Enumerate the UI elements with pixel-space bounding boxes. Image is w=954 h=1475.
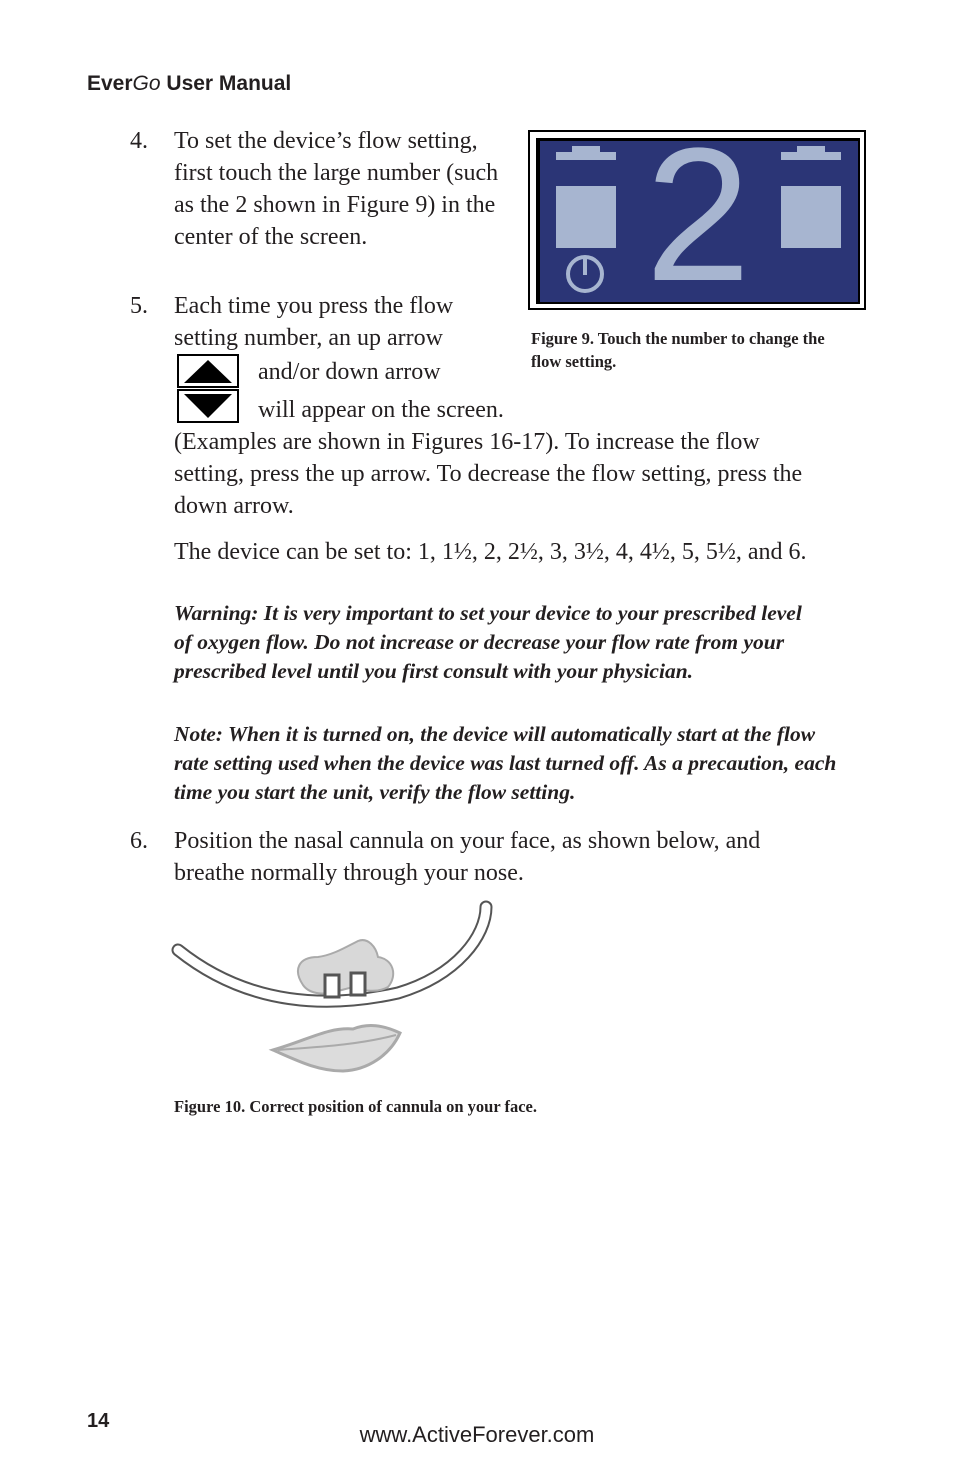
figure-10-caption: Figure 10. Correct position of cannula on your face. bbox=[174, 1097, 537, 1116]
step-5-line: and/or down arrow bbox=[258, 359, 441, 385]
step-number-4: 4. bbox=[130, 128, 148, 154]
flow-setting-number: 2 bbox=[645, 130, 751, 310]
step-5-line: setting number, an up arrow bbox=[174, 325, 443, 351]
device-screen-illustration bbox=[528, 130, 866, 310]
warning-line: of oxygen flow. Do not increase or decrease your flow rate from your bbox=[174, 630, 785, 654]
header-title: User Manual bbox=[160, 72, 292, 95]
figure-10-cannula-illustration bbox=[168, 895, 498, 1080]
running-header bbox=[87, 72, 291, 96]
step-4-line: first touch the large number (such bbox=[174, 160, 499, 186]
step-6-text bbox=[174, 825, 760, 889]
warning-line: prescribed level until you first consult with your physician. bbox=[174, 659, 694, 683]
step-4-text bbox=[174, 125, 498, 253]
step-5-line: (Examples are shown in Figures 16-17). To increase the flow bbox=[174, 429, 760, 455]
warning-block bbox=[174, 599, 874, 686]
warning-line: Warning: It is very important to set your device to your prescribed level bbox=[174, 601, 802, 625]
step-4-line: To set the device’s flow setting, bbox=[174, 128, 478, 154]
flow-settings-text: The device can be set to: 1, 1½, 2, 2½, 3, 3½, 4, 4½, 5, 5½, and 6. bbox=[174, 539, 807, 565]
brand-bold: Ever bbox=[87, 72, 133, 95]
step-6-line: breathe normally through your nose. bbox=[174, 860, 524, 886]
caption-line: Figure 9. Touch the number to change the bbox=[531, 329, 825, 348]
step-6-line: Position the nasal cannula on your face, as shown below, and bbox=[174, 828, 761, 854]
step-number-5: 5. bbox=[130, 293, 148, 319]
note-line: rate setting used when the device was last turned off. As a precaution, each bbox=[174, 751, 837, 775]
step-5-line: setting, press the up arrow. To decrease the flow setting, press the bbox=[174, 461, 803, 487]
footer-url: www.ActiveForever.com bbox=[359, 1422, 595, 1447]
note-line: Note: When it is turned on, the device will automatically start at the flow bbox=[174, 722, 816, 746]
brand-italic: Go bbox=[132, 72, 161, 95]
step-5-line: Each time you press the flow bbox=[174, 293, 454, 319]
step-number-6: 6. bbox=[130, 828, 148, 854]
step-5-line: down arrow. bbox=[174, 493, 294, 519]
page-number: 14 bbox=[87, 1410, 110, 1432]
step-5-continuation bbox=[174, 426, 802, 522]
step-4-line: as the 2 shown in Figure 9) in the bbox=[174, 192, 496, 218]
up-arrow-icon bbox=[177, 354, 239, 388]
step-4-line: center of the screen. bbox=[174, 224, 368, 250]
figure-9-device-screen bbox=[528, 130, 866, 310]
caption-line: flow setting. bbox=[531, 352, 617, 371]
note-block bbox=[174, 720, 874, 807]
note-line: time you start the unit, verify the flow setting. bbox=[174, 780, 576, 804]
down-arrow-icon bbox=[177, 389, 239, 423]
step-5-line: will appear on the screen. bbox=[258, 397, 504, 423]
figure-9-caption bbox=[531, 327, 871, 373]
